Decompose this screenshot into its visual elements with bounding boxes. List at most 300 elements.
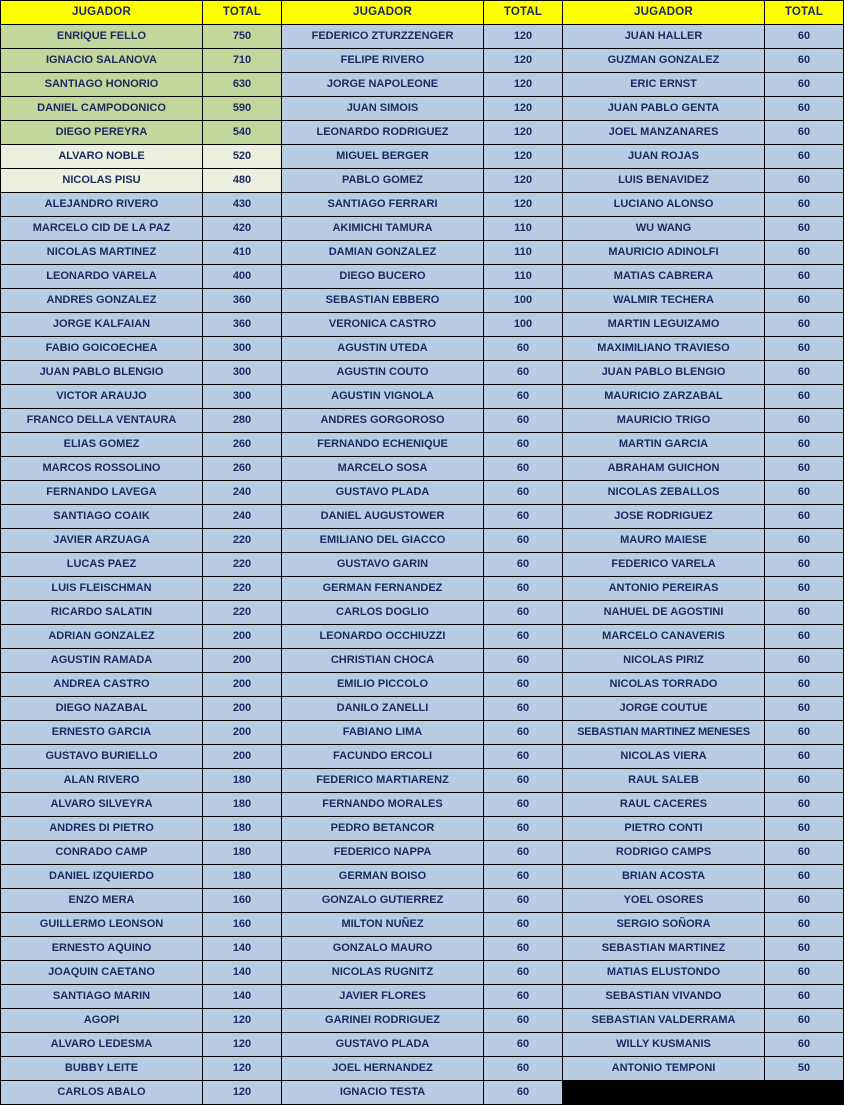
cell-player-name: MARTIN GARCIA xyxy=(563,433,765,457)
cell-player-name: MIGUEL BERGER xyxy=(282,145,484,169)
cell-total: 120 xyxy=(203,1081,282,1105)
cell-player-name: PIETRO CONTI xyxy=(563,817,765,841)
table-row xyxy=(1,433,844,457)
table-row xyxy=(1,673,844,697)
cell-player-name: GERMAN FERNANDEZ xyxy=(282,577,484,601)
cell-total: 120 xyxy=(484,49,563,73)
cell-total: 60 xyxy=(765,1033,844,1057)
cell-total: 360 xyxy=(203,313,282,337)
cell-player-name: GUSTAVO PLADA xyxy=(282,481,484,505)
cell-player-name: JUAN PABLO BLENGIO xyxy=(1,361,203,385)
cell-total: 60 xyxy=(765,433,844,457)
cell-total: 60 xyxy=(484,793,563,817)
cell-player-name: FEDERICO NAPPA xyxy=(282,841,484,865)
table-row xyxy=(1,1009,844,1033)
cell-total: 60 xyxy=(765,961,844,985)
cell-player-name: DANIEL CAMPODONICO xyxy=(1,97,203,121)
table-row xyxy=(1,1081,844,1105)
cell-total: 200 xyxy=(203,673,282,697)
cell-total: 60 xyxy=(765,937,844,961)
table-row xyxy=(1,265,844,289)
cell-player-name: ANTONIO PEREIRAS xyxy=(563,577,765,601)
cell-player-name: JOAQUIN CAETANO xyxy=(1,961,203,985)
cell-player-name: FERNANDO LAVEGA xyxy=(1,481,203,505)
cell-player-name: NICOLAS ZEBALLOS xyxy=(563,481,765,505)
cell-player-name: SANTIAGO FERRARI xyxy=(282,193,484,217)
cell-total: 110 xyxy=(484,265,563,289)
table-row xyxy=(1,745,844,769)
cell-player-name: MARCELO CID DE LA PAZ xyxy=(1,217,203,241)
cell-player-name: JUAN ROJAS xyxy=(563,145,765,169)
cell-total: 60 xyxy=(765,145,844,169)
cell-total: 60 xyxy=(765,505,844,529)
table-row xyxy=(1,481,844,505)
cell-total: 260 xyxy=(203,457,282,481)
cell-total: 60 xyxy=(484,865,563,889)
cell-player-name: DIEGO NAZABAL xyxy=(1,697,203,721)
cell-total: 60 xyxy=(765,361,844,385)
cell-player-name: JOEL HERNANDEZ xyxy=(282,1057,484,1081)
cell-player-name: NICOLAS PIRIZ xyxy=(563,649,765,673)
cell-total: 300 xyxy=(203,385,282,409)
cell-player-name: JOSE RODRIGUEZ xyxy=(563,505,765,529)
cell-total: 60 xyxy=(484,601,563,625)
cell-player-name: JORGE KALFAIAN xyxy=(1,313,203,337)
cell-player-name: GUSTAVO GARIN xyxy=(282,553,484,577)
table-row xyxy=(1,961,844,985)
cell-player-name: SEBASTIAN EBBERO xyxy=(282,289,484,313)
cell-player-name: GUSTAVO BURIELLO xyxy=(1,745,203,769)
cell-player-name: RODRIGO CAMPS xyxy=(563,841,765,865)
cell-player-name: SEBASTIAN MARTINEZ MENESES xyxy=(563,721,765,745)
cell-player-name: JUAN SIMOIS xyxy=(282,97,484,121)
cell-total: 140 xyxy=(203,937,282,961)
cell-total: 60 xyxy=(765,97,844,121)
cell-total: 60 xyxy=(484,1009,563,1033)
cell-player-name: ADRIAN GONZALEZ xyxy=(1,625,203,649)
cell-player-name: ALAN RIVERO xyxy=(1,769,203,793)
cell-total: 60 xyxy=(765,121,844,145)
cell-total: 60 xyxy=(765,673,844,697)
cell-player-name: MARCELO CANAVERIS xyxy=(563,625,765,649)
cell-player-name: FEDERICO VARELA xyxy=(563,553,765,577)
cell-total: 60 xyxy=(484,817,563,841)
cell-total: 300 xyxy=(203,361,282,385)
cell-total: 120 xyxy=(203,1033,282,1057)
cell-total: 60 xyxy=(765,481,844,505)
cell-total: 60 xyxy=(765,553,844,577)
cell-total: 100 xyxy=(484,313,563,337)
cell-player-name: ALVARO NOBLE xyxy=(1,145,203,169)
cell-player-name: ANDRES GORGOROSO xyxy=(282,409,484,433)
cell-total: 60 xyxy=(484,553,563,577)
cell-player-name: CARLOS DOGLIO xyxy=(282,601,484,625)
cell-total: 60 xyxy=(765,217,844,241)
cell-player-name: GONZALO GUTIERREZ xyxy=(282,889,484,913)
cell-total: 60 xyxy=(484,409,563,433)
table-row xyxy=(1,865,844,889)
cell-player-name: JAVIER ARZUAGA xyxy=(1,529,203,553)
cell-player-name: CHRISTIAN CHOCA xyxy=(282,649,484,673)
cell-player-name: ENZO MERA xyxy=(1,889,203,913)
cell-player-name: AGOPI xyxy=(1,1009,203,1033)
cell-player-name: WILLY KUSMANIS xyxy=(563,1033,765,1057)
cell-player-name: FRANCO DELLA VENTAURA xyxy=(1,409,203,433)
cell-total: 60 xyxy=(765,193,844,217)
cell-total: 60 xyxy=(484,673,563,697)
cell-total: 220 xyxy=(203,553,282,577)
cell-total: 60 xyxy=(484,1081,563,1105)
cell-player-name: SEBASTIAN VALDERRAMA xyxy=(563,1009,765,1033)
cell-total: 60 xyxy=(765,769,844,793)
cell-player-name: ANDREA CASTRO xyxy=(1,673,203,697)
cell-total: 220 xyxy=(203,529,282,553)
table-row xyxy=(1,1033,844,1057)
cell-total: 60 xyxy=(484,841,563,865)
cell-total: 60 xyxy=(484,745,563,769)
cell-total: 410 xyxy=(203,241,282,265)
cell-total: 120 xyxy=(484,121,563,145)
cell-player-name: EMILIANO DEL GIACCO xyxy=(282,529,484,553)
cell-player-name: DAMIAN GONZALEZ xyxy=(282,241,484,265)
table-row xyxy=(1,625,844,649)
cell-player-name xyxy=(563,1081,765,1105)
table-row xyxy=(1,769,844,793)
table-row xyxy=(1,313,844,337)
table-header xyxy=(1,1,844,25)
cell-player-name: GONZALO MAURO xyxy=(282,937,484,961)
cell-total: 60 xyxy=(765,793,844,817)
cell-total: 60 xyxy=(484,913,563,937)
cell-player-name: SERGIO SOÑORA xyxy=(563,913,765,937)
cell-player-name: LEONARDO RODRIGUEZ xyxy=(282,121,484,145)
cell-player-name: ALEJANDRO RIVERO xyxy=(1,193,203,217)
cell-total xyxy=(765,1081,844,1105)
cell-player-name: DANIEL AUGUSTOWER xyxy=(282,505,484,529)
cell-total: 60 xyxy=(765,289,844,313)
cell-total: 60 xyxy=(765,241,844,265)
cell-player-name: ERIC ERNST xyxy=(563,73,765,97)
cell-total: 220 xyxy=(203,577,282,601)
cell-total: 160 xyxy=(203,913,282,937)
cell-total: 60 xyxy=(484,457,563,481)
cell-total: 60 xyxy=(484,433,563,457)
cell-player-name: EMILIO PICCOLO xyxy=(282,673,484,697)
cell-player-name: RAUL SALEB xyxy=(563,769,765,793)
cell-player-name: ABRAHAM GUICHON xyxy=(563,457,765,481)
cell-player-name: ALVARO LEDESMA xyxy=(1,1033,203,1057)
cell-player-name: ALVARO SILVEYRA xyxy=(1,793,203,817)
table-row xyxy=(1,601,844,625)
cell-total: 60 xyxy=(765,25,844,49)
table-row xyxy=(1,337,844,361)
cell-total: 60 xyxy=(765,577,844,601)
table-row xyxy=(1,505,844,529)
table-body xyxy=(1,25,844,1105)
cell-player-name: FELIPE RIVERO xyxy=(282,49,484,73)
cell-total: 630 xyxy=(203,73,282,97)
cell-player-name: SANTIAGO HONORIO xyxy=(1,73,203,97)
cell-total: 60 xyxy=(765,601,844,625)
table-row xyxy=(1,385,844,409)
cell-total: 60 xyxy=(484,649,563,673)
cell-player-name: VICTOR ARAUJO xyxy=(1,385,203,409)
cell-player-name: RAUL CACERES xyxy=(563,793,765,817)
cell-total: 60 xyxy=(765,385,844,409)
cell-total: 280 xyxy=(203,409,282,433)
cell-player-name: MAXIMILIANO TRAVIESO xyxy=(563,337,765,361)
cell-total: 750 xyxy=(203,25,282,49)
cell-total: 60 xyxy=(484,1057,563,1081)
cell-total: 60 xyxy=(765,265,844,289)
column-header-jugador-1: JUGADOR xyxy=(1,1,203,25)
table-row xyxy=(1,697,844,721)
cell-total: 60 xyxy=(765,889,844,913)
cell-player-name: DIEGO BUCERO xyxy=(282,265,484,289)
table-row xyxy=(1,409,844,433)
cell-total: 60 xyxy=(765,529,844,553)
cell-total: 180 xyxy=(203,817,282,841)
cell-player-name: SANTIAGO MARIN xyxy=(1,985,203,1009)
table-row xyxy=(1,361,844,385)
cell-player-name: MAURICIO ZARZABAL xyxy=(563,385,765,409)
table-row xyxy=(1,649,844,673)
cell-total: 60 xyxy=(765,313,844,337)
table-row xyxy=(1,25,844,49)
table-row xyxy=(1,193,844,217)
cell-total: 60 xyxy=(484,625,563,649)
cell-total: 60 xyxy=(484,769,563,793)
cell-player-name: CARLOS ABALO xyxy=(1,1081,203,1105)
cell-player-name: GUZMAN GONZALEZ xyxy=(563,49,765,73)
cell-total: 120 xyxy=(484,73,563,97)
cell-player-name: ENRIQUE FELLO xyxy=(1,25,203,49)
cell-total: 260 xyxy=(203,433,282,457)
cell-player-name: AGUSTIN UTEDA xyxy=(282,337,484,361)
cell-player-name: ANDRES GONZALEZ xyxy=(1,289,203,313)
table-row xyxy=(1,1057,844,1081)
cell-player-name: RICARDO SALATIN xyxy=(1,601,203,625)
table-row xyxy=(1,217,844,241)
cell-total: 200 xyxy=(203,697,282,721)
cell-total: 60 xyxy=(765,721,844,745)
cell-total: 60 xyxy=(484,361,563,385)
cell-total: 60 xyxy=(765,409,844,433)
cell-total: 200 xyxy=(203,745,282,769)
cell-total: 300 xyxy=(203,337,282,361)
cell-player-name: GUILLERMO LEONSON xyxy=(1,913,203,937)
cell-player-name: FEDERICO MARTIARENZ xyxy=(282,769,484,793)
cell-player-name: JORGE NAPOLEONE xyxy=(282,73,484,97)
cell-player-name: JUAN PABLO GENTA xyxy=(563,97,765,121)
cell-total: 200 xyxy=(203,649,282,673)
cell-player-name: NAHUEL DE AGOSTINI xyxy=(563,601,765,625)
cell-player-name: MAURICIO TRIGO xyxy=(563,409,765,433)
cell-player-name: WALMIR TECHERA xyxy=(563,289,765,313)
table-row xyxy=(1,49,844,73)
table-row xyxy=(1,793,844,817)
cell-total: 120 xyxy=(203,1009,282,1033)
cell-player-name: MARCELO SOSA xyxy=(282,457,484,481)
table-row xyxy=(1,289,844,313)
table-row xyxy=(1,73,844,97)
cell-total: 60 xyxy=(484,697,563,721)
cell-player-name: SEBASTIAN MARTINEZ xyxy=(563,937,765,961)
cell-player-name: AGUSTIN RAMADA xyxy=(1,649,203,673)
cell-total: 60 xyxy=(765,49,844,73)
cell-player-name: GUSTAVO PLADA xyxy=(282,1033,484,1057)
cell-total: 110 xyxy=(484,241,563,265)
cell-total: 60 xyxy=(484,337,563,361)
column-header-total-2: TOTAL xyxy=(484,1,563,25)
cell-total: 100 xyxy=(484,289,563,313)
cell-total: 60 xyxy=(765,841,844,865)
cell-total: 60 xyxy=(765,649,844,673)
cell-player-name: FERNANDO MORALES xyxy=(282,793,484,817)
cell-total: 140 xyxy=(203,961,282,985)
cell-total: 60 xyxy=(484,481,563,505)
cell-total: 60 xyxy=(765,1009,844,1033)
cell-player-name: MARCOS ROSSOLINO xyxy=(1,457,203,481)
cell-player-name: LUCAS PAEZ xyxy=(1,553,203,577)
cell-total: 60 xyxy=(484,1033,563,1057)
cell-total: 200 xyxy=(203,721,282,745)
cell-player-name: MATIAS ELUSTONDO xyxy=(563,961,765,985)
cell-player-name: MAURICIO ADINOLFI xyxy=(563,241,765,265)
cell-player-name: PABLO GOMEZ xyxy=(282,169,484,193)
cell-player-name: MAURO MAIESE xyxy=(563,529,765,553)
cell-total: 240 xyxy=(203,505,282,529)
cell-total: 60 xyxy=(765,913,844,937)
cell-total: 60 xyxy=(765,745,844,769)
cell-total: 60 xyxy=(765,337,844,361)
cell-total: 160 xyxy=(203,889,282,913)
cell-player-name: MATIAS CABRERA xyxy=(563,265,765,289)
cell-total: 180 xyxy=(203,793,282,817)
cell-total: 50 xyxy=(765,1057,844,1081)
cell-player-name: FABIANO LIMA xyxy=(282,721,484,745)
table-row xyxy=(1,577,844,601)
cell-total: 60 xyxy=(484,937,563,961)
cell-player-name: VERONICA CASTRO xyxy=(282,313,484,337)
cell-player-name: MILTON NUÑEZ xyxy=(282,913,484,937)
cell-player-name: IGNACIO TESTA xyxy=(282,1081,484,1105)
cell-total: 220 xyxy=(203,601,282,625)
cell-player-name: MARTIN LEGUIZAMO xyxy=(563,313,765,337)
cell-total: 140 xyxy=(203,985,282,1009)
cell-total: 120 xyxy=(484,193,563,217)
cell-player-name: NICOLAS RUGNITZ xyxy=(282,961,484,985)
cell-player-name: AGUSTIN COUTO xyxy=(282,361,484,385)
table-row xyxy=(1,985,844,1009)
cell-total: 120 xyxy=(484,25,563,49)
cell-player-name: NICOLAS TORRADO xyxy=(563,673,765,697)
cell-player-name: JOEL MANZANARES xyxy=(563,121,765,145)
cell-total: 590 xyxy=(203,97,282,121)
cell-total: 710 xyxy=(203,49,282,73)
cell-player-name: ERNESTO AQUINO xyxy=(1,937,203,961)
cell-player-name: JUAN HALLER xyxy=(563,25,765,49)
cell-total: 60 xyxy=(765,73,844,97)
cell-total: 120 xyxy=(484,169,563,193)
cell-total: 60 xyxy=(765,697,844,721)
cell-total: 60 xyxy=(484,985,563,1009)
cell-total: 180 xyxy=(203,769,282,793)
cell-player-name: BUBBY LEITE xyxy=(1,1057,203,1081)
table-row xyxy=(1,457,844,481)
column-header-total-3: TOTAL xyxy=(765,1,844,25)
cell-player-name: ANDRES DI PIETRO xyxy=(1,817,203,841)
cell-total: 480 xyxy=(203,169,282,193)
cell-total: 60 xyxy=(484,385,563,409)
cell-player-name: DIEGO PEREYRA xyxy=(1,121,203,145)
cell-player-name: JAVIER FLORES xyxy=(282,985,484,1009)
cell-total: 60 xyxy=(765,625,844,649)
cell-total: 110 xyxy=(484,217,563,241)
cell-player-name: JORGE COUTUE xyxy=(563,697,765,721)
cell-player-name: AGUSTIN VIGNOLA xyxy=(282,385,484,409)
cell-player-name: FACUNDO ERCOLI xyxy=(282,745,484,769)
cell-total: 400 xyxy=(203,265,282,289)
cell-player-name: JUAN PABLO BLENGIO xyxy=(563,361,765,385)
cell-player-name: DANILO ZANELLI xyxy=(282,697,484,721)
cell-player-name: LEONARDO VARELA xyxy=(1,265,203,289)
cell-player-name: GARINEI RODRIGUEZ xyxy=(282,1009,484,1033)
cell-total: 60 xyxy=(765,457,844,481)
table-row xyxy=(1,841,844,865)
cell-player-name: IGNACIO SALANOVA xyxy=(1,49,203,73)
cell-player-name: FERNANDO ECHENIQUE xyxy=(282,433,484,457)
cell-player-name: WU WANG xyxy=(563,217,765,241)
cell-total: 430 xyxy=(203,193,282,217)
cell-player-name: BRIAN ACOSTA xyxy=(563,865,765,889)
cell-player-name: ELIAS GOMEZ xyxy=(1,433,203,457)
cell-total: 60 xyxy=(765,169,844,193)
cell-player-name: PEDRO BETANCOR xyxy=(282,817,484,841)
cell-total: 120 xyxy=(203,1057,282,1081)
cell-total: 180 xyxy=(203,865,282,889)
cell-total: 120 xyxy=(484,97,563,121)
cell-total: 120 xyxy=(484,145,563,169)
cell-total: 420 xyxy=(203,217,282,241)
table-row xyxy=(1,169,844,193)
cell-total: 60 xyxy=(484,889,563,913)
cell-player-name: LUIS FLEISCHMAN xyxy=(1,577,203,601)
table-row xyxy=(1,97,844,121)
cell-player-name: ANTONIO TEMPONI xyxy=(563,1057,765,1081)
cell-total: 520 xyxy=(203,145,282,169)
cell-total: 360 xyxy=(203,289,282,313)
cell-total: 60 xyxy=(484,721,563,745)
column-header-jugador-2: JUGADOR xyxy=(282,1,484,25)
cell-player-name: DANIEL IZQUIERDO xyxy=(1,865,203,889)
header-row xyxy=(1,1,844,25)
table-row xyxy=(1,937,844,961)
cell-total: 60 xyxy=(484,505,563,529)
cell-player-name: ERNESTO GARCIA xyxy=(1,721,203,745)
cell-total: 180 xyxy=(203,841,282,865)
cell-player-name: AKIMICHI TAMURA xyxy=(282,217,484,241)
table-row xyxy=(1,121,844,145)
cell-total: 60 xyxy=(484,961,563,985)
cell-total: 60 xyxy=(765,985,844,1009)
cell-player-name: NICOLAS PISU xyxy=(1,169,203,193)
cell-player-name: CONRADO CAMP xyxy=(1,841,203,865)
column-header-jugador-3: JUGADOR xyxy=(563,1,765,25)
table-row xyxy=(1,145,844,169)
table-row xyxy=(1,721,844,745)
table-row xyxy=(1,889,844,913)
